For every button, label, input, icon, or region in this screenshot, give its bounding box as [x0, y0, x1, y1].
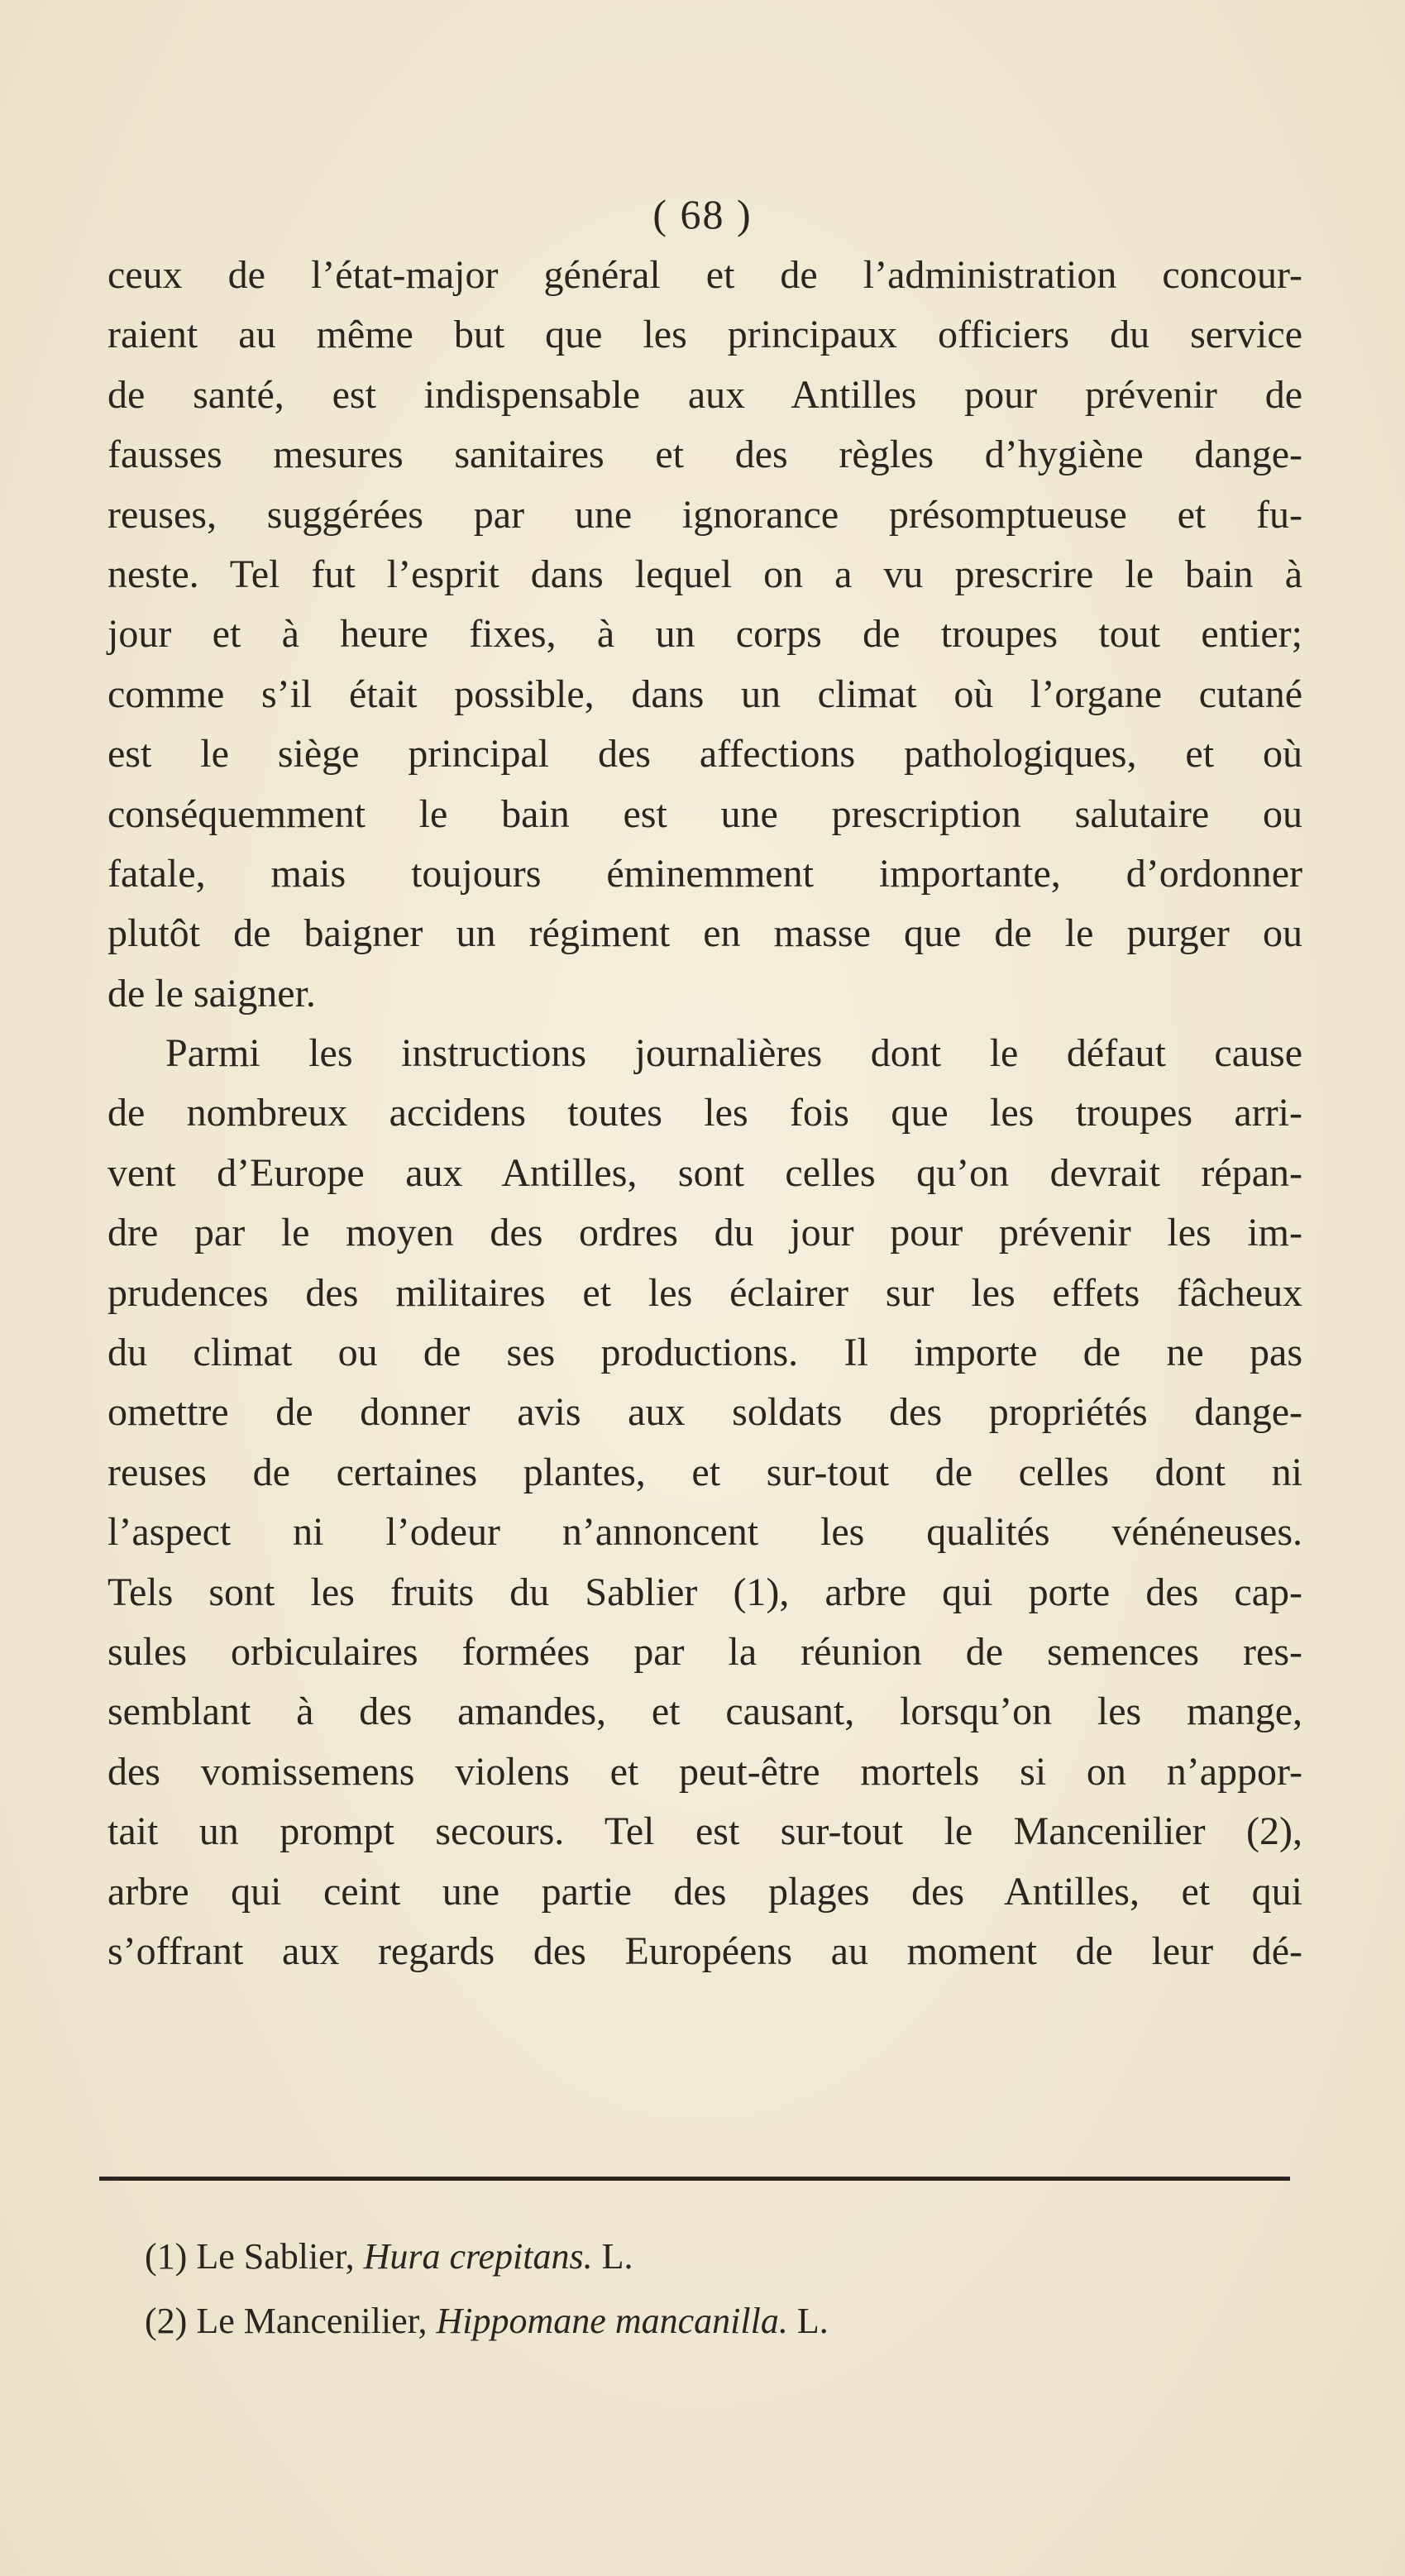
- text-line: sules orbiculaires formées par la réunion de semences res-: [108, 1629, 1302, 1674]
- text-line: de santé, est indispensable aux Antilles pour prévenir de: [108, 372, 1302, 417]
- text-line: ceux de l’état-major général et de l’administration concour-: [108, 253, 1302, 297]
- footnotes: [145, 2225, 1302, 2354]
- text-line: conséquemment le bain est une prescription salutaire ou: [108, 791, 1302, 836]
- text-line: reuses de certaines plantes, et sur-tout de celles dont ni: [108, 1450, 1302, 1494]
- text-line: neste. Tel fut l’esprit dans lequel on a vu prescrire le bain à: [108, 552, 1302, 596]
- text-line: fausses mesures sanitaires et des règles d’hygiène dange-: [108, 433, 1302, 477]
- body-text: [108, 246, 1302, 1981]
- text-line: Tels sont les fruits du Sablier (1), arbre qui porte des cap-: [108, 1570, 1302, 1614]
- text-line: l’aspect ni l’odeur n’annoncent les qualités vénéneuses.: [108, 1510, 1302, 1555]
- text-line: comme s’il était possible, dans un climat où l’organe cutané: [108, 671, 1302, 716]
- footnote: [145, 2225, 1302, 2289]
- footnote-authority: L.: [796, 2301, 829, 2341]
- text-line: tait un prompt secours. Tel est sur-tout le Mancenilier (2),: [108, 1809, 1302, 1854]
- footnote-scientific-name: Hura crepitans.: [363, 2236, 593, 2277]
- footnote-mark: (2): [145, 2301, 188, 2341]
- footnote-scientific-name: Hippomane mancanilla.: [436, 2301, 788, 2341]
- text-line: prudences des militaires et les éclairer sur les effets fâcheux: [108, 1270, 1302, 1315]
- footnote-authority: L.: [601, 2236, 633, 2277]
- text-line: arbre qui ceint une partie des plages des Antilles, et qui: [108, 1869, 1302, 1914]
- text-line: dre par le moyen des ordres du jour pour prévenir les im-: [108, 1211, 1302, 1255]
- text-line: omettre de donner avis aux soldats des propriétés dange-: [108, 1390, 1302, 1435]
- text-line: raient au même but que les principaux officiers du service: [108, 313, 1302, 357]
- text-line: reuses, suggérées par une ignorance présomptueuse et fu-: [108, 492, 1302, 537]
- text-line: du climat ou de ses productions. Il importe de ne pas: [108, 1331, 1302, 1375]
- footnote-mark: (1): [145, 2236, 188, 2277]
- page-number: ( 68 ): [652, 191, 753, 237]
- text-line: fatale, mais toujours éminemment importante, d’ordonner: [108, 851, 1302, 896]
- text-line: de le saigner.: [108, 971, 316, 1016]
- text-line: Parmi les instructions journalières dont le défaut cause: [165, 1031, 1302, 1076]
- text-line: jour et à heure fixes, à un corps de troupes tout entier;: [108, 612, 1302, 657]
- text-line: semblant à des amandes, et causant, lorsqu’on les mange,: [108, 1689, 1302, 1734]
- text-line: est le siège principal des affections pathologiques, et où: [108, 732, 1302, 777]
- text-line: s’offrant aux regards des Européens au moment de leur dé-: [108, 1928, 1302, 1973]
- footnote: [145, 2289, 1302, 2354]
- text-line: vent d’Europe aux Antilles, sont celles qu’on devrait répan-: [108, 1150, 1302, 1195]
- text-line: plutôt de baigner un régiment en masse que de le purger ou: [108, 911, 1302, 956]
- footnote-label: Le Mancenilier,: [196, 2301, 428, 2341]
- text-line: de nombreux accidens toutes les fois que les troupes arri-: [108, 1091, 1302, 1135]
- footnote-divider: [99, 2177, 1290, 2181]
- text-line: des vomissemens violens et peut-être mortels si on n’appor-: [108, 1749, 1302, 1794]
- footnote-label: Le Sablier,: [196, 2236, 355, 2277]
